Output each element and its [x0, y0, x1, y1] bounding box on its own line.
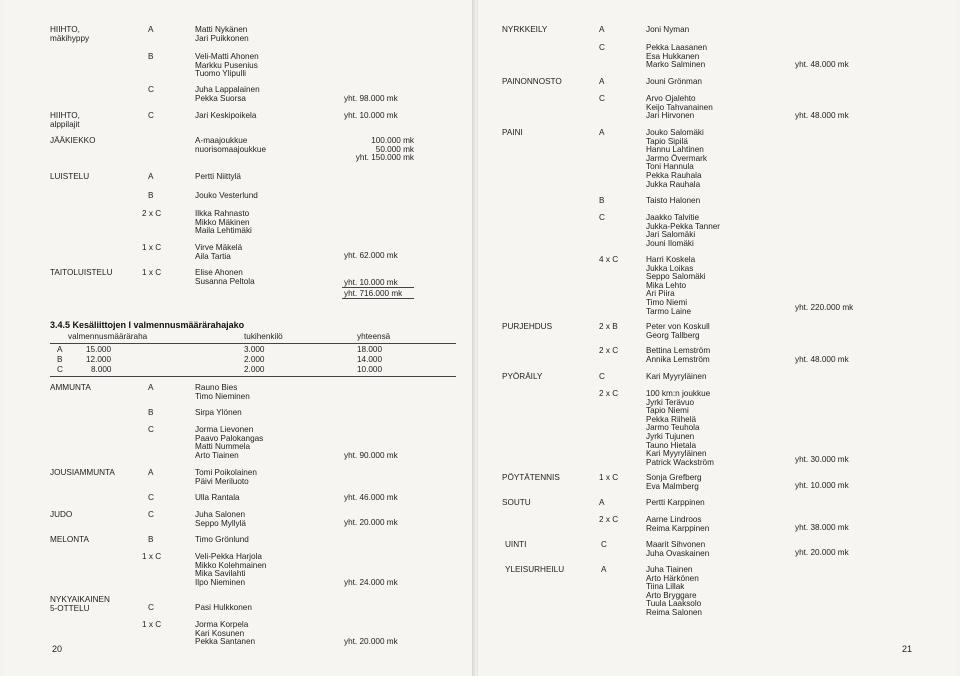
sport-label: HIIHTO, alppilajit [50, 111, 80, 129]
amount: yht. 220.000 mk [795, 303, 854, 312]
class-label: 1 x C [142, 243, 162, 252]
athlete-names: Ulla Rantala [195, 493, 240, 502]
class-label: C [599, 94, 605, 103]
table-cell: 3.000 [244, 345, 265, 354]
sport-label: NYRKKEILY [502, 25, 548, 34]
class-label: A [599, 128, 605, 137]
amount: yht. 20.000 mk [344, 637, 398, 646]
table-cell: 10.000 [357, 365, 383, 374]
class-label: B [148, 535, 154, 544]
athlete-names: Jorma Lievonen Paavo Palokangas Matti Nummela Arto Tiainen [195, 425, 264, 460]
amount: yht. 20.000 mk [795, 548, 849, 557]
athlete-names: Juha Salonen Seppo Myllylä [195, 510, 246, 528]
sport-label: SOUTU [502, 498, 531, 507]
column-header: yhteensä [357, 332, 391, 341]
sport-label: HIIHTO, mäkihyppy [50, 25, 90, 43]
athlete-names: Rauno Bies Timo Nieminen [195, 383, 250, 401]
class-label: B [148, 191, 154, 200]
athlete-names: Timo Grönlund [195, 535, 249, 544]
table-cell: 12.000 [86, 355, 112, 364]
table-rule [50, 343, 456, 344]
athlete-names: Elise Ahonen Susanna Peltola [195, 268, 255, 286]
table-cell: 18.000 [357, 345, 383, 354]
class-label: C [148, 510, 154, 519]
table-cell: C [57, 365, 63, 374]
class-label: 2 x C [599, 515, 619, 524]
class-label: C [148, 85, 154, 94]
athlete-names: Virve Mäkelä Aila Tartia [195, 243, 243, 261]
amount: yht. 10.000 mk [344, 111, 398, 120]
sport-label: PAINI [502, 128, 523, 137]
athlete-names: Maarit Sihvonen Juha Ovaskainen [646, 540, 710, 558]
class-label: A [599, 77, 605, 86]
page-number: 20 [52, 644, 63, 654]
class-label: 1 x C [142, 620, 162, 629]
athlete-names: Jouko Vesterlund [195, 191, 258, 200]
sport-label: LUISTELU [50, 172, 90, 181]
amount: yht. 48.000 mk [795, 60, 849, 69]
athlete-names: Ilkka Rahnasto Mikko Mäkinen Maila Lehtimäki [195, 209, 252, 236]
sport-label: JOUSIAMMUNTA [50, 468, 115, 477]
class-label: A [148, 383, 154, 392]
amount: yht. 30.000 mk [795, 455, 849, 464]
athlete-names: Peter von Koskull Georg Tallberg [646, 322, 710, 340]
column-header: tukihenkilö [244, 332, 283, 341]
table-cell: 8.000 [91, 365, 112, 374]
athlete-names: Veli-Pekka Harjola Mikko Kolehmainen Mika Savilahti Ilpo Nieminen [195, 552, 267, 587]
athlete-names: Bettina Lemström Annika Lemström [646, 346, 711, 364]
athlete-names: Tomi Poikolainen Päivi Meriluoto [195, 468, 257, 486]
class-label: C [601, 540, 607, 549]
table-cell: 2.000 [244, 365, 265, 374]
amount: yht. 62.000 mk [344, 251, 398, 260]
class-label: 2 x C [599, 346, 619, 355]
sport-label: YLEISURHEILU [505, 565, 565, 574]
athlete-names: Sirpa Ylönen [195, 408, 242, 417]
table-cell: 2.000 [244, 355, 265, 364]
sport-label: AMMUNTA [50, 383, 91, 392]
amount: yht. 98.000 mk [344, 94, 398, 103]
athlete-names: Harri Koskela Jukka Loikas Seppo Salomäki Mika Lehto Ari Piira Timo Niemi Tarmo Laine [646, 255, 706, 316]
class-label: B [148, 52, 154, 61]
athlete-names: Aarne Lindroos Reima Karppinen [646, 515, 710, 533]
right-page [478, 0, 956, 676]
sport-label: TAITOLUISTELU [50, 268, 113, 277]
amount: yht. 46.000 mk [344, 493, 398, 502]
sport-label: UINTI [505, 540, 527, 549]
athlete-names: Pertti Niittylä [195, 172, 241, 181]
athlete-names: Juha Lappalainen Pekka Suorsa [195, 85, 260, 103]
amount: yht. 48.000 mk [795, 355, 849, 364]
page-number: 21 [902, 644, 913, 654]
sport-label: MELONTA [50, 535, 89, 544]
amount: yht. 38.000 mk [795, 523, 849, 532]
athlete-names: Arvo Ojalehto Keijo Tahvanainen Jari Hirvonen [646, 94, 713, 121]
class-label: B [599, 196, 605, 205]
athlete-names: Veli-Matti Ahonen Markku Pusenius Tuomo Ylipulli [195, 52, 259, 79]
athlete-names: Jari Keskipoikela [195, 111, 257, 120]
athlete-names: Sonja Grefberg Eva Malmberg [646, 473, 702, 491]
class-label: 1 x C [599, 473, 619, 482]
class-label: 1 x C [142, 552, 162, 561]
sport-label: PAINONNOSTO [502, 77, 562, 86]
class-label: C [599, 43, 605, 52]
table-cell: B [57, 355, 63, 364]
athlete-names: Jorma Korpela Kari Kosunen Pekka Santanen [195, 620, 256, 647]
amount: yht. 90.000 mk [344, 451, 398, 460]
athlete-names: Taisto Halonen [646, 196, 701, 205]
table-rule [50, 376, 456, 377]
class-label: C [599, 372, 605, 381]
athlete-names: Joni Nyman [646, 25, 690, 34]
class-label: C [148, 603, 154, 612]
class-label: C [148, 111, 154, 120]
total-rule [342, 287, 414, 288]
athlete-names: Jouni Grönman [646, 77, 702, 86]
athlete-names: Matti Nykänen Jari Puikkonen [195, 25, 249, 43]
table-cell: 15.000 [86, 345, 112, 354]
sport-label: JUDO [50, 510, 73, 519]
sport-label: NYKYAIKAINEN 5-OTTELU [50, 595, 110, 613]
athlete-names: Pertti Karppinen [646, 498, 705, 507]
athlete-names: Pekka Laasanen Esa Hukkanen Marko Salminen [646, 43, 707, 70]
class-label: C [148, 493, 154, 502]
class-label: A [148, 25, 154, 34]
class-label: 2 x C [142, 209, 162, 218]
amount: 100.000 mk 50.000 mk yht. 150.000 mk [355, 136, 414, 163]
class-label: C [599, 213, 605, 222]
athlete-names: Juha Tiainen Arto Härkönen Tiina Lillak Arto Bryggare Tuula Laaksolo Reima Salonen [646, 565, 702, 617]
athlete-names: Jaakko Talvitie Jukka-Pekka Tanner Jari Salomäki Jouni Ilomäki [646, 213, 721, 248]
sport-label: JÄÄKIEKKO [50, 136, 96, 145]
total-rule [342, 298, 414, 299]
sport-label: PURJEHDUS [502, 322, 553, 331]
class-label: A [148, 468, 154, 477]
amount: yht. 24.000 mk [344, 578, 398, 587]
section-heading: 3.4.5 Kesäliittojen I valmennusmäärärahajako [50, 320, 245, 330]
amount: yht. 48.000 mk [795, 111, 849, 120]
class-label: 2 x C [599, 389, 619, 398]
athlete-names: Jouko Salomäki Tapio Sipilä Hannu Lahtinen Jarmo Övermark Toni Hannula Pekka Rauhala Jukka Rauhala [646, 128, 707, 189]
class-label: A [601, 565, 607, 574]
column-header: valmennusmääräraha [68, 332, 148, 341]
amount: yht. 10.000 mk [795, 481, 849, 490]
class-label: 2 x B [599, 322, 618, 331]
amount: yht. 20.000 mk [344, 518, 398, 527]
athlete-names: Pasi Hulkkonen [195, 603, 252, 612]
class-label: A [148, 172, 154, 181]
amount: yht. 10.000 mk yht. 716.000 mk [344, 278, 403, 298]
class-label: C [148, 425, 154, 434]
athlete-names: A-maajoukkue nuorisomaajoukkue [195, 136, 267, 154]
sport-label: PÖYTÄTENNIS [502, 473, 560, 482]
class-label: 4 x C [599, 255, 619, 264]
athlete-names: Kari Myyryläinen [646, 372, 707, 381]
class-label: 1 x C [142, 268, 162, 277]
sport-label: PYÖRÄILY [502, 372, 543, 381]
class-label: A [599, 25, 605, 34]
table-cell: A [57, 345, 63, 354]
table-cell: 14.000 [357, 355, 383, 364]
class-label: B [148, 408, 154, 417]
class-label: A [599, 498, 605, 507]
athlete-names: 100 km:n joukkue Jyrki Terävuo Tapio Niemi Pekka Riihelä Jarmo Teuhola Jyrki Tujunen Tauno Hietala Kari Myyryläinen Patrick Wackström [646, 389, 714, 467]
